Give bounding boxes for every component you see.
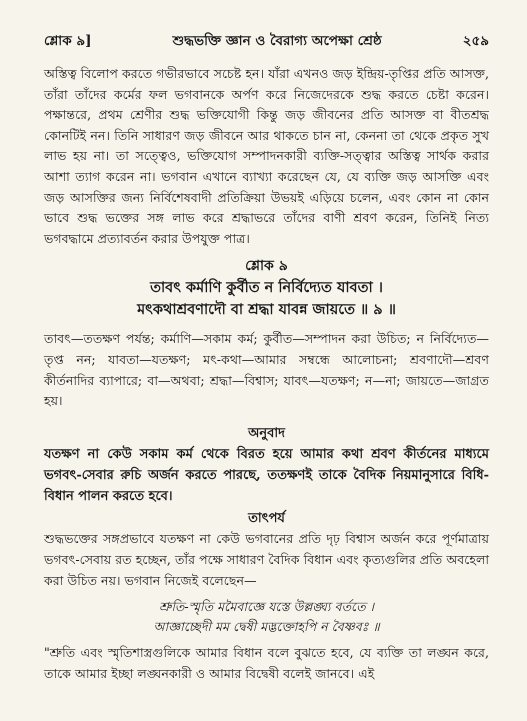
header-chapter-title: শুদ্ধভক্তি জ্ঞান ও বৈরাগ্য অপেক্ষা শ্রেষ্ঠ [172,33,382,49]
verse-heading: শ্লোক ৯ [245,258,288,275]
opening-paragraph: অস্তিত্ব বিলোপ করতে গভীরভাবে সচেষ্ট হন। যাঁরা এখনও জড় ইন্দ্রিয়-তৃপ্তির প্রতি আসক্ত, তাঁরা তাঁদের কর্মের ফল ভগবানকে অর্পণ করে নিজেদেরকে শুদ্ধ করতে চেষ্টা করেন। পক্ষান্তরে, প্রথম শ্রেণীর শুদ্ধ ভক্তিযোগী কিন্তু জড় জীবনের প্রতি আসক্ত বা বীতশ্রদ্ধ কোনটিই নন। তিনি সাধারণ জড় জীবনে আর থাকতে চান না, কেননা তা থেকে প্রকৃত সুখ লাভ হয় না। তা সত্ত্বেও, ভক্তিযোগ সম্পাদনকারী ব্যক্তি-সত্ত্বার অস্তিত্ব সার্থক করার আশা ত্যাগ করেন না। ভগবান এখানে ব্যাখ্যা করেছেন যে, যে ব্যক্তি জড় আসক্তি এবং জড় আসক্তির জন্য নির্বিশেষবাদী প্রতিক্রিয়া উভয়ই এড়িয়ে চলেন, এবং কোন না কোন ভাবে শুদ্ধ ভক্তের সঙ্গ লাভ করে শ্রদ্ধাভরে তাঁদের বাণী শ্রবণ করেন, তিনিই নিত্য ভগবদ্ধামে প্রত্যাবর্তন করার উপযুক্ত পাত্র। [44,66,489,246]
translation-text: যতক্ষণ না কেউ সকাম কর্ম থেকে বিরত হয়ে আমার কথা শ্রবণ কীর্তনের মাধ্যমে ভগবৎ-সেবার রুচি অর্জন করতে পারছে, ততক্ষণই তাকে বৈদিক নিয়মানুসারে বিধি-বিধান পালন করতে হবে। [44,447,489,505]
scripture-quote [44,597,489,637]
purport-text: শুদ্ধভক্তের সঙ্গপ্রভাবে যতক্ষণ না কেউ ভগবানের প্রতি দৃঢ় বিশ্বাস অর্জন করে পূর্ণমাত্রায় ভগবৎ-সেবায় রত হচ্ছেন, তাঁর পক্ষে সাধারণ বৈদিক বিধান এবং কৃত্যগুলির প্রতি অবহেলা করা উচিত নয়। ভগবান নিজেই বলেছেন— [44,531,489,588]
quote-line-1: শ্রুতি-স্মৃতি মমৈবাজ্ঞে যস্তে উল্লঙ্ঘ্য বর্ততে । [158,599,375,615]
word-synonyms: তাবৎ—ততক্ষণ পর্যন্ত; কর্মাণি—সকাম কর্ম; কুর্বীত—সম্পাদন করা উচিত; ন নির্বিদ্যেত—তৃপ্ত নন; যাবতা—যতক্ষণ; মৎ-কথা—আমার সম্বন্ধে আলোচনা; শ্রবণাদৌ—শ্রবণ কীর্তনাদির ব্যাপারে; বা—অথবা; শ্রদ্ধা—বিশ্বাস; যাবৎ—যতক্ষণ; ন—না; জায়তে—জাগ্রত হয়। [44,331,489,409]
verse-line-2: মৎকথাশ্রবণাদৌ বা শ্রদ্ধা যাবন্ন জায়তে ॥ ৯ ॥ [137,301,396,319]
quote-line-2: আজ্ঞাচ্ছেদী মম দ্বেষী মদ্ভক্তোহপি ন বৈষ্ণবঃ ॥ [153,619,380,635]
translation-heading: অনুবাদ [248,426,285,442]
page-header [44,30,489,53]
page-number: ২৫৯ [462,33,489,49]
header-verse-ref: শ্লোক ৯] [44,33,92,49]
page-body [44,64,489,684]
quote-explanation: "শ্রুতি এবং স্মৃতিশাস্ত্রগুলিকে আমার বিধান বলে বুঝতে হবে, যে ব্যক্তি তা লঙ্ঘন করে, তাকে আমার ইচ্ছা লঙ্ঘনকারী ও আমার বিদ্বেষী বলেই জানবে। এই [44,645,489,681]
purport-heading: তাৎপর্য [248,511,285,527]
verse-line-1: তাবৎ কর্মাণি কুর্বীত ন নির্বিদ্যেত যাবতা । [150,279,383,297]
